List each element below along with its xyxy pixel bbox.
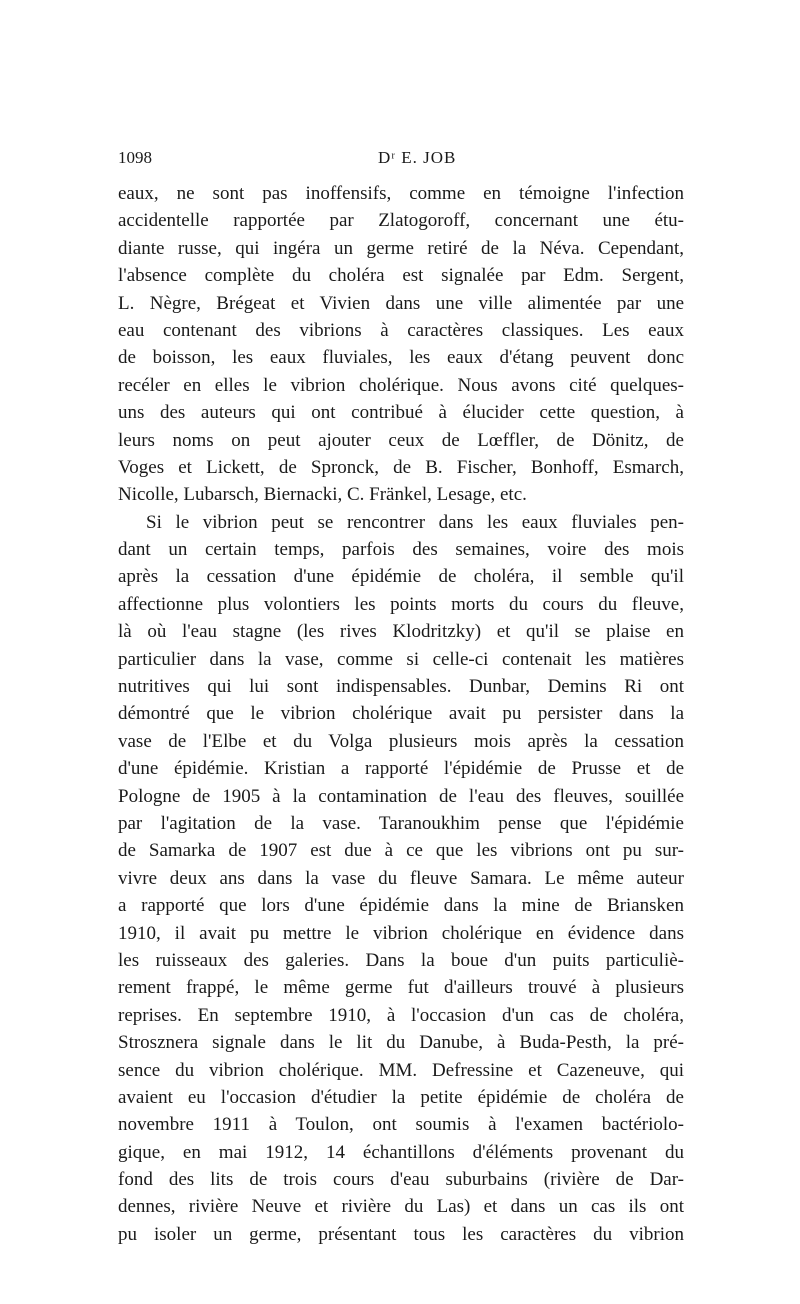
text-line: l'absence complète du choléra est signalée par Edm. Sergent,: [118, 265, 684, 287]
text-line: recéler en elles le vibrion cholérique. Nous avons cité quelques-: [118, 374, 684, 396]
text-line: les ruisseaux des galeries. Dans la boue d'un puits particuliè-: [118, 949, 684, 971]
text-line: pu isoler un germe, présentant tous les caractères du vibrion: [118, 1223, 684, 1245]
text-line: d'une épidémie. Kristian a rapporté l'épidémie de Prusse et de: [118, 758, 684, 780]
text-line: vivre deux ans dans la vase du fleuve Samara. Le même auteur: [118, 867, 684, 889]
text-line: fond des lits de trois cours d'eau suburbains (rivière de Dar-: [118, 1169, 684, 1191]
text-line: leurs noms on peut ajouter ceux de Lœffler, de Dönitz, de: [118, 429, 684, 451]
text-line: diante russe, qui ingéra un germe retiré de la Néva. Cependant,: [118, 237, 684, 259]
text-line: Pologne de 1905 à la contamination de l'eau des fleuves, souillée: [118, 785, 684, 807]
text-line: avaient eu l'occasion d'étudier la petite épidémie de choléra de: [118, 1086, 684, 1108]
text-line: eaux, ne sont pas inoffensifs, comme en témoigne l'infection: [118, 183, 684, 204]
text-line: rement frappé, le même germe fut d'ailleurs trouvé à plusieurs: [118, 977, 684, 999]
text-line: Si le vibrion peut se rencontrer dans les eaux fluviales pen-: [146, 511, 684, 533]
text-line: de Samarka de 1907 est due à ce que les vibrions ont pu sur-: [118, 840, 684, 862]
page-header: [118, 148, 688, 174]
text-line: Nicolle, Lubarsch, Biernacki, C. Fränkel, Lesage, etc.: [118, 484, 527, 506]
text-line: Voges et Lickett, de Spronck, de B. Fischer, Bonhoff, Esmarch,: [118, 456, 684, 478]
text-line: gique, en mai 1912, 14 échantillons d'éléments provenant du: [118, 1141, 684, 1163]
text-line: de boisson, les eaux fluviales, les eaux d'étang peuvent donc: [118, 347, 684, 369]
text-line: accidentelle rapportée par Zlatogoroff, concernant une étu-: [118, 210, 684, 232]
text-line: affectionne plus volontiers les points morts du cours du fleuve,: [118, 593, 684, 615]
text-line: novembre 1911 à Toulon, ont soumis à l'examen bactériolo-: [118, 1114, 684, 1136]
text-line: 1910, il avait pu mettre le vibrion cholérique en évidence dans: [118, 922, 684, 944]
text-line: après la cessation d'une épidémie de choléra, il semble qu'il: [118, 566, 684, 588]
text-line: par l'agitation de la vase. Taranoukhim pense que l'épidémie: [118, 812, 684, 834]
text-line: sence du vibrion cholérique. MM. Defressine et Cazeneuve, qui: [118, 1059, 684, 1081]
text-line: là où l'eau stagne (les rives Klodritzky) et qu'il se plaise en: [118, 621, 684, 643]
text-line: particulier dans la vase, comme si celle-ci contenait les matières: [118, 648, 684, 670]
text-line: dant un certain temps, parfois des semaines, voire des mois: [118, 539, 684, 561]
text-line: reprises. En septembre 1910, à l'occasion d'un cas de choléra,: [118, 1004, 684, 1026]
text-line: L. Nègre, Brégeat et Vivien dans une ville alimentée par une: [118, 292, 684, 314]
text-line: Strosznera signale dans le lit du Danube, à Buda-Pesth, la pré-: [118, 1032, 684, 1054]
running-head: Dʳ E. JOB: [378, 148, 457, 167]
text-line: dennes, rivière Neuve et rivière du Las) et dans un cas ils ont: [118, 1196, 684, 1218]
body-text: [118, 180, 684, 1248]
page-number: 1098: [118, 148, 152, 167]
text-line: eau contenant des vibrions à caractères classiques. Les eaux: [118, 319, 684, 341]
text-line: uns des auteurs qui ont contribué à élucider cette question, à: [118, 402, 684, 424]
text-line: a rapporté que lors d'une épidémie dans la mine de Briansken: [118, 895, 684, 917]
text-line: démontré que le vibrion cholérique avait pu persister dans la: [118, 703, 684, 725]
text-line: vase de l'Elbe et du Volga plusieurs mois après la cessation: [118, 730, 684, 752]
text-line: nutritives qui lui sont indispensables. Dunbar, Demins Ri ont: [118, 676, 684, 698]
